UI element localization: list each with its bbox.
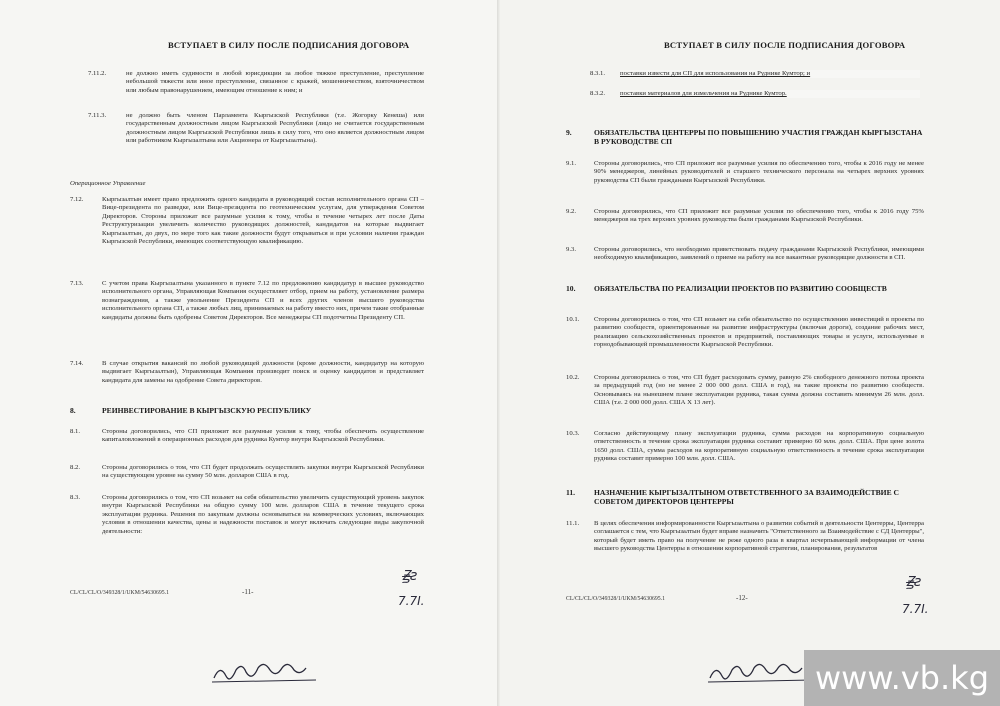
page-number: -12- bbox=[736, 594, 748, 602]
clause-text: С учетом права Кыргызалтына указанного в пункте 7.12 по предложению кандидатур в высшее руководство исполнительного органа, Управляющая Компания осуществляет отбор, прием на работу, установление размера вознаграждения, а также увольнение Президента СП и всех других членов высшего руководства исполнительного органа СП, а также любых лиц, принимаемых на работу вместо них, причем такие отобранные кандидаты должны быть одобрены Советом Директоров. Все менеджеры СП подотчетны Президенту СП. bbox=[102, 280, 424, 321]
section-title: ОБЯЗАТЕЛЬСТВА ПО РЕАЛИЗАЦИИ ПРОЕКТОВ ПО РАЗВИТИЮ СООБЩЕСТВ bbox=[594, 284, 887, 293]
page-number: -11- bbox=[242, 588, 254, 596]
section-number: 9. bbox=[566, 128, 572, 137]
item-text: не должно иметь судимости в любой юрисдикции за любое тяжкое преступление, преступление небольшой тяжести или иное преступление, связанное с кражей, мошенничеством, взяточничеством или любым правонарушением, имеющим отношение к ним; и bbox=[126, 70, 424, 94]
clause-number: 9.1. bbox=[566, 160, 577, 167]
clause-number: 7.13. bbox=[70, 280, 84, 287]
site-watermark: www.vb.kg bbox=[804, 650, 1000, 706]
initials-signature-mark: Ꙃ̶ƨ bbox=[906, 574, 922, 590]
clause-text: Согласно действующему плану эксплуатации рудника, сумма расходов на корпоративную социальную ответственность в течение срока эксплуатации рудника составит примерно 60 млн. долл. США. При цене золота 1650 долл. США, сумма расходов на корпоративную социальную ответственность в течение срока эксплуатации рудника составит примерно 100 млн. долл. США. bbox=[594, 430, 924, 463]
item-text: поставки материалов для измельчения на Руднике Кумтор. bbox=[620, 90, 920, 98]
clause-text: Стороны договорились о том, что СП будет продолжать осуществлять закупки внутри Кыргызской Республики на существующем уровне на сумму 50 млн. долларов США в год. bbox=[102, 464, 424, 480]
clause-text: Стороны договорились, что СП приложит все разумные усилия по обеспечению того, чтобы к 2016 году не менее 90% менеджеров, линейных руководителей и старшего технического персонала на четырех верхних уровнях руководства СП были гражданами Кыргызской Республики. bbox=[594, 160, 924, 184]
item-number: 8.3.1. bbox=[590, 70, 606, 77]
clause-number: 11.1. bbox=[566, 520, 580, 527]
footer-reference: CL/CL/CL/O/349328/1/UKM/54630695.1 bbox=[70, 590, 170, 596]
initials-signature-mark: Ꙃ̶ƨ bbox=[402, 568, 418, 584]
item-text: поставки извести для СП для использования на Руднике Кумтор; и bbox=[620, 70, 920, 78]
handwritten-initials: 7.7I. bbox=[398, 594, 425, 608]
clause-text: Кыргызалтын имеет право предложить одного кандидата в руководящий состав исполнительного органа СП – Вице-президента по разведке, или Вице-президента по геотехническим услугам, для утверждения Советом Директоров. Стороны приложат все разумные усилия к тому, чтобы в течение четырех лет после Даты Реструктуризации увеличить количество руководящих должностей, кандидатов на которые выдвигает Кыргызалтын, до двух, по мере того как такие должности будут открываться и при условии наличия граждан Кыргызской Республики, имеющих соответствующую квалификацию. bbox=[102, 196, 424, 246]
clause-number: 10.3. bbox=[566, 430, 580, 437]
clause-number: 10.1. bbox=[566, 316, 580, 323]
signature-mark bbox=[706, 660, 816, 686]
signature-mark bbox=[210, 660, 320, 686]
clause-number: 8.1. bbox=[70, 428, 81, 435]
clause-number: 7.14. bbox=[70, 360, 84, 367]
clause-number: 9.2. bbox=[566, 208, 577, 215]
clause-text: В случае открытия вакансий по любой руководящей должности (кроме должности, кандидатур на которую выдвигает Кыргызалтын), Управляющая Компания производит поиск и оценку кандидатов и представляет кандидата для замены на одобрение Совета директоров. bbox=[102, 360, 424, 384]
item-number: 8.3.2. bbox=[590, 90, 606, 97]
item-number: 7.11.2. bbox=[88, 70, 107, 77]
clause-number: 7.12. bbox=[70, 196, 84, 203]
section-number: 8. bbox=[70, 406, 76, 415]
section-title: ОБЯЗАТЕЛЬСТВА ЦЕНТЕРРЫ ПО ПОВЫШЕНИЮ УЧАСТИЯ ГРАЖДАН КЫРГЫЗСТАНА В РУКОВОДСТВЕ СП bbox=[594, 128, 923, 147]
clause-text: Стороны договорились о том, что СП возьмет на себя обязательство по осуществлению инвестиций в проекты по развитию сообществ, ориентированные на развитие инфраструктуры (включая дороги), создание рабочих мест, реализацию сельскохозяйственных проектов и предприятий, поставляющих товары и услуги, используемые в горнодобывающей промышленности Кыргызской Республики. bbox=[594, 316, 924, 349]
footer-reference: CL/CL/CL/O/349328/1/UKM/54630695.1 bbox=[566, 596, 666, 602]
clause-text: Стороны договорились, что необходимо приветствовать подачу гражданами Кыргызской Республики, имеющими необходимую квалификацию, заявлений о приеме на работу на все вакантные руководящие должности в СП. bbox=[594, 246, 924, 262]
page-header: ВСТУПАЕТ В СИЛУ ПОСЛЕ ПОДПИСАНИЯ ДОГОВОРА bbox=[664, 40, 906, 50]
clause-text: В целях обеспечения информированности Кыргызалтына о развитии событий в деятельности Центерры, Центерра соглашается с тем, что Кыргызалтын будет вправе назначить "Ответственного за Взаимодействие с СД Центерры", который будет иметь право на получение не реже одного раза в квартал исчерпывающей информации от члена высшего руководства Центерры в отношении корпоративной стратегии, планирования, результатов bbox=[594, 520, 924, 553]
section-title: РЕИНВЕСТИРОВАНИЕ В КЫРГЫЗСКУЮ РЕСПУБЛИКУ bbox=[102, 406, 312, 415]
clause-text: Стороны договорились о том, что СП возьмет на себя обязательство увеличить существующий уровень закупок внутри Кыргызской Республики на общую сумму 100 млн. долларов США в течение текущего срока эксплуатации рудника. Решения по закупкам должны основываться на коммерческих условиях, включающих условия в отношении качества, цены и надежности поставок и могут включать следующие виды закупочной деятельности: bbox=[102, 494, 424, 535]
section-title: НАЗНАЧЕНИЕ КЫРГЫЗАЛТЫНОМ ОТВЕТСТВЕННОГО ЗА ВЗАИМОДЕЙСТВИЕ С СОВЕТОМ ДИРЕКТОРОВ ЦЕНТЕРРЫ bbox=[594, 488, 900, 507]
item-number: 7.11.3. bbox=[88, 112, 107, 119]
clause-number: 9.3. bbox=[566, 246, 577, 253]
page-header: ВСТУПАЕТ В СИЛУ ПОСЛЕ ПОДПИСАНИЯ ДОГОВОРА bbox=[168, 40, 410, 50]
clause-number: 8.2. bbox=[70, 464, 81, 471]
document-page-right bbox=[500, 0, 1000, 706]
section-number: 10. bbox=[566, 284, 576, 293]
clause-number: 10.2. bbox=[566, 374, 580, 381]
handwritten-initials: 7.7I. bbox=[902, 602, 929, 616]
clause-number: 8.3. bbox=[70, 494, 81, 501]
section-number: 11. bbox=[566, 488, 576, 497]
clause-text: Стороны договорились, что СП приложит все разумные усилия по обеспечению того, чтобы к 2016 году 75% менеджеров на трех верхних уровнях руководства были гражданами Кыргызской Республики. bbox=[594, 208, 924, 224]
subheading: Операционное Управление bbox=[70, 180, 146, 187]
clause-text: Стороны договорились, что СП приложит все разумные усилия к тому, чтобы обеспечить осуществление капиталовложений в операционных расходов для рудника Кумтор внутри Кыргызской Республики. bbox=[102, 428, 424, 444]
clause-text: Стороны договорились о том, что СП будет расходовать сумму, равную 2% свободного денежного потока проекта за предыдущий год (но не менее 2 000 000 долл. США в год), на такие проекты по развитию сообществ. Основываясь на нынешнем плане эксплуатации рудника, такая сумма должна составить минимум 26 млн. долл. США (т.е. 2 000 000 долл. США X 13 лет). bbox=[594, 374, 924, 407]
item-text: не должно быть членом Парламента Кыргызской Республики (т.е. Жогорку Кенеша) или государственным должностным лицом Кыргызской Республики (лицо не считается государственным должностным лицом Кыргызской Республики лишь в силу того, что оно является должностным лицом или работником Кыргызалтына или Акционера от Кыргызалтына). bbox=[126, 112, 424, 145]
